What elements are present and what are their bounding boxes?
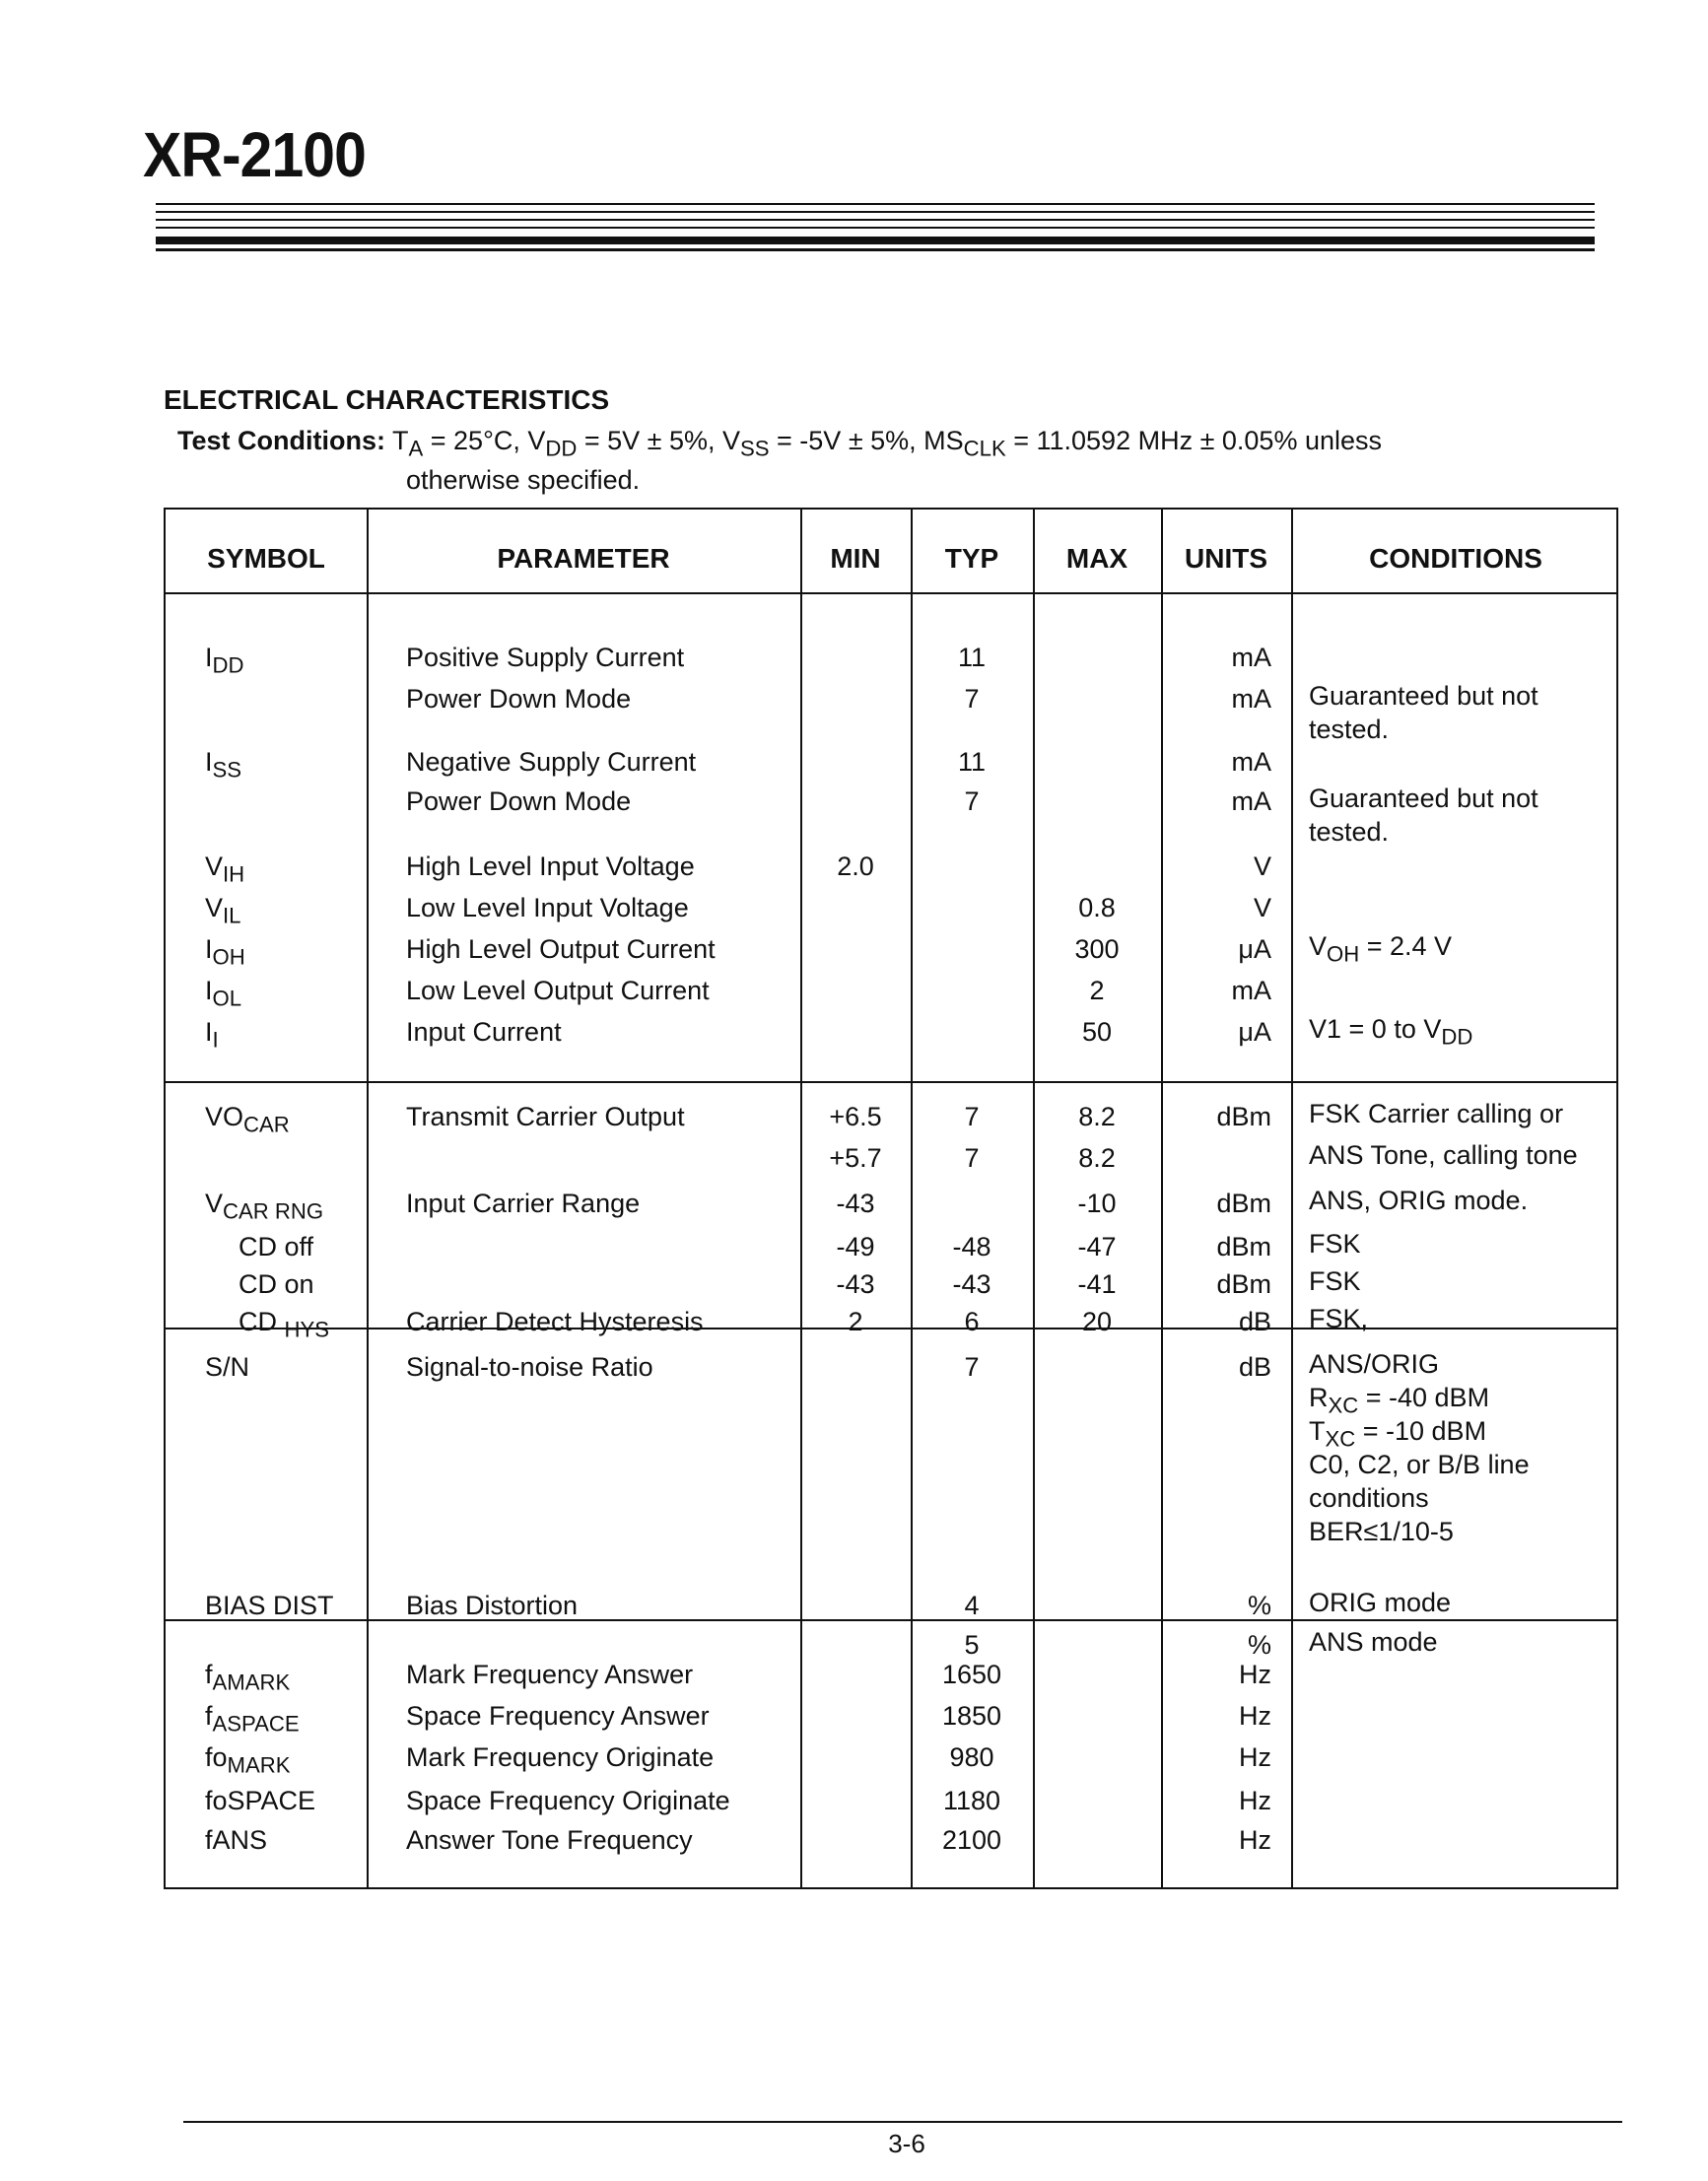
cell-typ: 11 [957, 643, 987, 672]
page-number: 3-6 [888, 2129, 925, 2158]
cell-parameter: High Level Output Current [406, 934, 716, 964]
col-header-max: MAX [1065, 543, 1128, 574]
cell-parameter: Input Carrier Range [406, 1189, 641, 1218]
cell-typ: 4 [964, 1591, 980, 1620]
cell-units: Hz [1239, 1660, 1271, 1689]
cell-conditions: FSK Carrier calling or [1309, 1099, 1564, 1128]
cell-symbol: $I_{OH}$ [205, 934, 245, 970]
cell-conditions: FSK, [1309, 1304, 1369, 1333]
cell-typ: 1180 [942, 1786, 1001, 1815]
cell-symbol: CD $_{HYS}$ [239, 1307, 329, 1342]
cell-conditions: ANS mode [1309, 1627, 1438, 1657]
cell-symbol: CD on [239, 1269, 314, 1299]
cell-symbol: $V_{CAR RNG}$ [205, 1189, 324, 1224]
cell-min: -49 [836, 1232, 875, 1261]
cell-units: dBm [1216, 1232, 1271, 1261]
cell-units: Hz [1239, 1701, 1271, 1731]
cell-max: -41 [1077, 1269, 1117, 1299]
cell-parameter: Negative Supply Current [406, 747, 697, 777]
cell-max: 8.2 [1078, 1143, 1116, 1173]
cell-symbol: fANS [205, 1825, 268, 1855]
cell-typ: 6 [964, 1307, 980, 1336]
test-conditions-cont: otherwise specified. [406, 465, 641, 495]
col-divider [1291, 510, 1293, 1887]
cell-parameter: Transmit Carrier Output [406, 1102, 685, 1131]
cell-symbol: $V_{IH}$ [205, 852, 245, 887]
cell-typ: 7 [964, 1352, 980, 1382]
cell-symbol: BIAS DIST [205, 1591, 334, 1620]
cell-min: 2.0 [837, 852, 874, 881]
cell-typ: -43 [952, 1269, 991, 1299]
cell-typ: 1650 [941, 1660, 1002, 1689]
cell-max: 0.8 [1078, 893, 1116, 922]
cell-parameter: Mark Frequency Originate [406, 1742, 715, 1772]
cell-typ: 7 [964, 1102, 980, 1131]
cell-typ: 2100 [941, 1825, 1002, 1855]
cell-typ: 980 [949, 1742, 994, 1772]
col-header-typ: TYP [944, 543, 999, 574]
group-divider [166, 1081, 1616, 1083]
cell-units: mA [1231, 786, 1271, 816]
cell-symbol: $I_{DD}$ [205, 643, 244, 678]
cell-units: dBm [1216, 1189, 1271, 1218]
cell-conditions: FSK [1309, 1229, 1361, 1259]
cell-parameter: Low Level Output Current [406, 976, 710, 1005]
cell-symbol: S/N [205, 1352, 250, 1382]
title-rule-1 [156, 203, 1595, 205]
group-divider [166, 1619, 1616, 1621]
cell-typ: 7 [964, 1143, 980, 1173]
cell-symbol: CD off [239, 1232, 314, 1261]
cell-conditions: Guaranteed but not tested. [1309, 681, 1538, 744]
cell-units: V [1253, 852, 1271, 881]
cell-units: dB [1238, 1352, 1271, 1382]
cell-max: -47 [1077, 1232, 1117, 1261]
title-rule-2 [156, 211, 1595, 213]
cell-parameter: Power Down Mode [406, 684, 632, 714]
cell-typ: 7 [964, 786, 980, 816]
col-header-min: MIN [830, 543, 881, 574]
cell-conditions: V1 = 0 to $V_{DD}$ [1309, 1014, 1473, 1050]
cell-min: 2 [848, 1307, 863, 1336]
cell-conditions: $V_{OH} = 2.4$ V [1309, 931, 1453, 967]
cell-parameter: Low Level Input Voltage [406, 893, 689, 922]
col-header-symbol: SYMBOL [207, 543, 325, 574]
cell-parameter: Positive Supply Current [406, 643, 685, 672]
document-title: XR-2100 [143, 119, 366, 190]
cell-parameter: Carrier Detect Hysteresis [406, 1307, 704, 1336]
cell-max: 50 [1081, 1017, 1113, 1047]
test-conditions-text: $T_A = 25^\circ C$, $V_{DD} = 5V \pm 5\%$, $V_{SS} = -5V \pm 5\%$, $MS_{CLK} = 11.0592$ MHz ± 0.05% unless [392, 426, 1383, 461]
cell-units: μA [1238, 934, 1271, 964]
cell-units: % [1247, 1591, 1271, 1620]
cell-min: -43 [836, 1269, 875, 1299]
cell-parameter: Input Current [406, 1017, 562, 1047]
cell-parameter: Power Down Mode [406, 786, 632, 816]
cell-conditions: ANS/ORIG $R_{XC} = -40$ dBM $T_{XC} = -10$ dBM C0, C2, or B/B line conditions BER≤1/10-5 [1309, 1349, 1530, 1546]
cell-min: +5.7 [829, 1143, 882, 1173]
cell-units: % [1247, 1630, 1271, 1660]
title-rule-4 [156, 227, 1595, 229]
cell-symbol: $fo_{MARK}$ [205, 1742, 291, 1778]
test-conditions [177, 426, 1383, 461]
cell-units: dBm [1216, 1102, 1271, 1131]
cell-typ: 11 [957, 747, 987, 777]
cell-symbol: $I_{SS}$ [205, 747, 242, 783]
cell-conditions: Guaranteed but not tested. [1309, 784, 1538, 847]
cell-conditions: ANS, ORIG mode. [1309, 1186, 1529, 1215]
cell-units: mA [1231, 976, 1271, 1005]
test-conditions-label: Test Conditions: [177, 426, 385, 455]
cell-typ: 5 [964, 1630, 980, 1660]
cell-units: Hz [1239, 1825, 1271, 1855]
footer-rule [183, 2121, 1622, 2123]
cell-symbol: $f_{AMARK}$ [205, 1660, 291, 1695]
cell-typ: 1850 [941, 1701, 1002, 1731]
cell-units: dBm [1216, 1269, 1271, 1299]
cell-max: 300 [1074, 934, 1120, 964]
col-header-parameter: PARAMETER [497, 543, 670, 574]
cell-units: μA [1238, 1017, 1271, 1047]
header-divider [166, 592, 1616, 594]
electrical-characteristics-table [164, 508, 1618, 1889]
cell-conditions: ANS Tone, calling tone [1309, 1140, 1578, 1170]
col-header-units: UNITS [1185, 543, 1267, 574]
cell-parameter: Signal-to-noise Ratio [406, 1352, 653, 1382]
cell-max: 20 [1081, 1307, 1113, 1336]
cell-parameter: Space Frequency Answer [406, 1701, 710, 1731]
cell-max: 2 [1089, 976, 1105, 1005]
cell-typ: 7 [964, 684, 980, 714]
cell-min: +6.5 [829, 1102, 882, 1131]
cell-parameter: Answer Tone Frequency [406, 1825, 693, 1855]
cell-units: mA [1231, 684, 1271, 714]
cell-conditions: FSK [1309, 1266, 1361, 1296]
col-header-conditions: CONDITIONS [1369, 543, 1542, 574]
cell-parameter: Space Frequency Originate [406, 1786, 730, 1815]
title-rule-5 [156, 248, 1595, 251]
section-title: ELECTRICAL CHARACTERISTICS [164, 384, 610, 415]
cell-symbol: $V_{IL}$ [205, 893, 241, 928]
cell-parameter: Mark Frequency Answer [406, 1660, 694, 1689]
cell-symbol: $I_I$ [205, 1017, 219, 1053]
cell-min: -43 [836, 1189, 875, 1218]
title-rule-3 [156, 219, 1595, 221]
cell-typ: -48 [952, 1232, 991, 1261]
cell-units: dB [1238, 1307, 1271, 1336]
cell-symbol: foSPACE [205, 1786, 316, 1815]
cell-units: mA [1231, 643, 1271, 672]
title-rule-thick [156, 237, 1595, 244]
cell-units: Hz [1239, 1742, 1271, 1772]
cell-symbol: $I_{OL}$ [205, 976, 242, 1011]
cell-parameter: Bias Distortion [406, 1591, 579, 1620]
cell-max: 8.2 [1078, 1102, 1116, 1131]
cell-conditions: ORIG mode [1309, 1588, 1452, 1617]
cell-units: mA [1231, 747, 1271, 777]
cell-units: V [1253, 893, 1271, 922]
cell-max: -10 [1077, 1189, 1117, 1218]
cell-symbol: $f_{ASPACE}$ [205, 1701, 300, 1737]
cell-units: Hz [1239, 1786, 1271, 1815]
cell-symbol: $VO_{CAR}$ [205, 1102, 290, 1137]
cell-parameter: High Level Input Voltage [406, 852, 695, 881]
col-divider [367, 510, 369, 1887]
